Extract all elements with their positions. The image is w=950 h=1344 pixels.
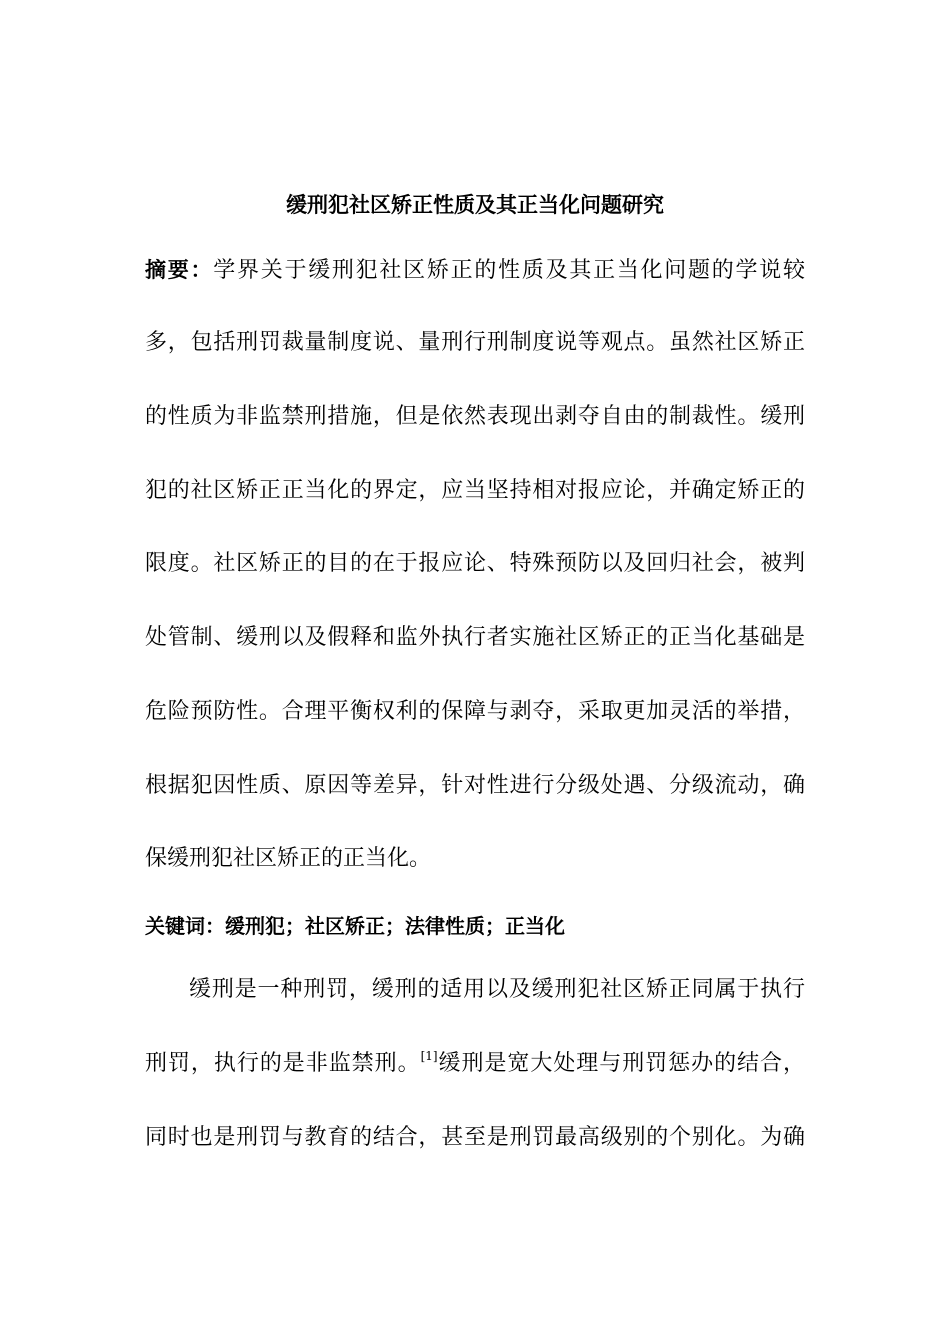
- body-line-2-continued: 缓刑是宽大处理与刑罚惩办的结合，: [437, 1051, 805, 1076]
- citation-mark[interactable]: [1]: [420, 1049, 438, 1063]
- abstract-label: 摘要：: [145, 258, 214, 282]
- abstract-line-1: [145, 254, 805, 286]
- abstract-line-9: 保缓刑犯社区矫正的正当化。: [145, 846, 432, 871]
- abstract-text: 学界关于缓刑犯社区矫正的性质及其正当化问题的学说较: [213, 258, 806, 283]
- body-line-2-text: 刑罚，执行的是非监禁刑。: [145, 1051, 421, 1076]
- document-title: 缓刑犯社区矫正性质及其正当化问题研究: [286, 193, 664, 217]
- abstract-line-3: 的性质为非监禁刑措施，但是依然表现出剥夺自由的制裁性。缓刑: [145, 404, 805, 429]
- keywords-line: [145, 910, 805, 942]
- abstract-line-2: 多，包括刑罚裁量制度说、量刑行刑制度说等观点。虽然社区矫正: [145, 330, 805, 355]
- abstract-line-6: 处管制、缓刑以及假释和监外执行者实施社区矫正的正当化基础是: [145, 625, 805, 650]
- abstract-line-4: 犯的社区矫正正当化的界定，应当坚持相对报应论，并确定矫正的: [145, 478, 805, 503]
- body-line-2: [145, 1048, 805, 1080]
- abstract-line-7: 危险预防性。合理平衡权利的保障与剥夺，采取更加灵活的举措，: [145, 699, 805, 724]
- body-line-3: 同时也是刑罚与教育的结合，甚至是刑罚最高级别的个别化。为确: [145, 1125, 805, 1150]
- abstract-line-8: 根据犯因性质、原因等差异，针对性进行分级处遇、分级流动，确: [145, 773, 805, 798]
- keywords-label: 关键词：: [145, 914, 225, 938]
- keywords-text: 缓刑犯；社区矫正；法律性质；正当化: [225, 914, 565, 938]
- body-line-1: 缓刑是一种刑罚，缓刑的适用以及缓刑犯社区矫正同属于执行: [189, 977, 805, 1002]
- abstract-line-5: 限度。社区矫正的目的在于报应论、特殊预防以及回归社会，被判: [145, 551, 805, 576]
